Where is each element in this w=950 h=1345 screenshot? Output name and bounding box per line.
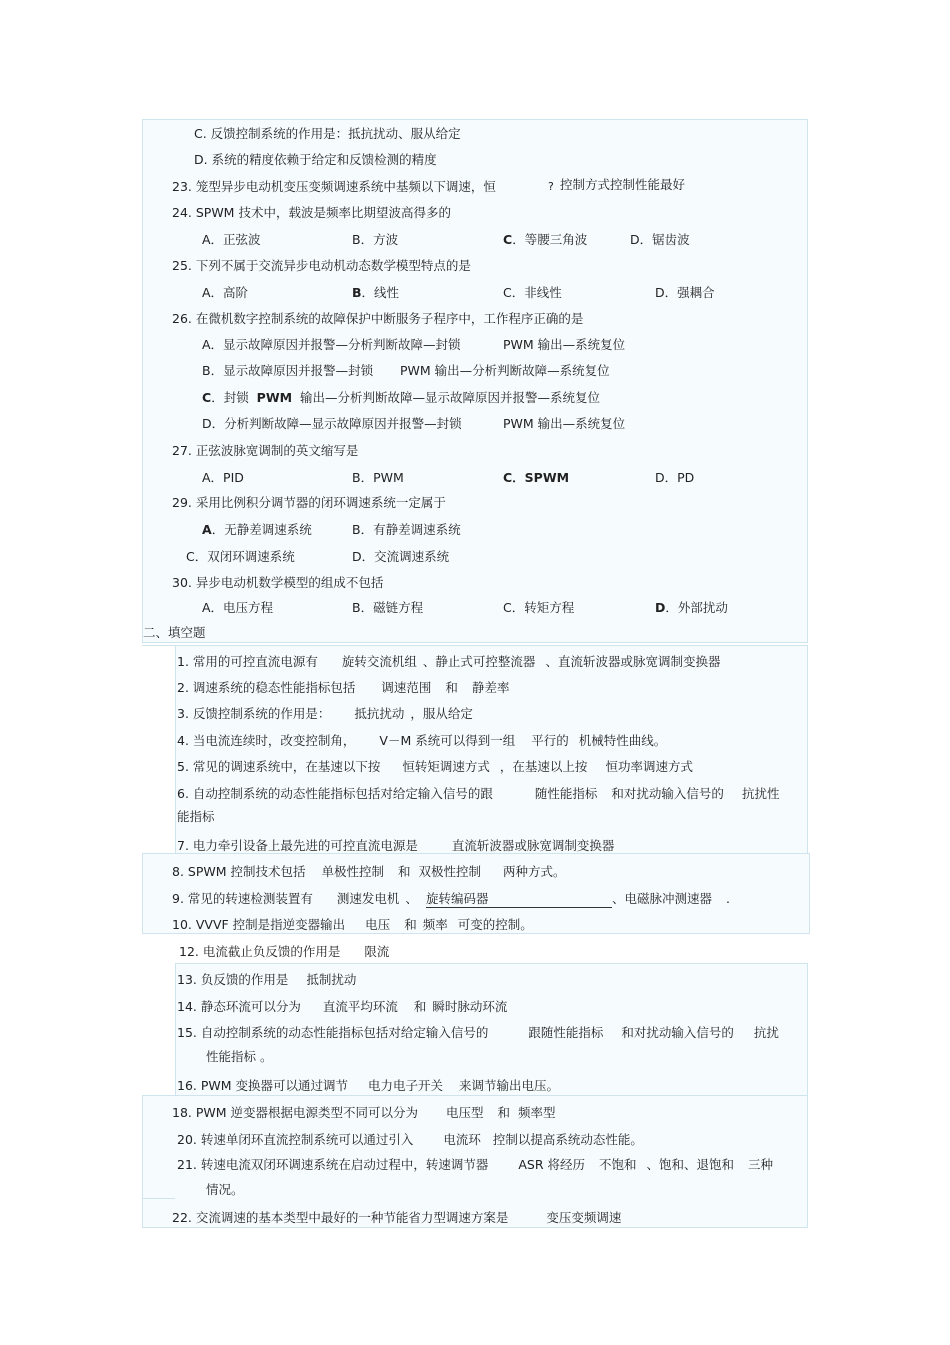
q26-option-c: C．封锁 PWM 输出—分析判断故障—显示故障原因并报警—系统复位 bbox=[202, 390, 601, 405]
q22-option-c: C. 反馈控制系统的作用是：抵抗扰动、服从给定 bbox=[194, 126, 461, 141]
q27-option-b: B．PWM bbox=[352, 470, 404, 485]
q30-option-b: B．磁链方程 bbox=[352, 600, 424, 615]
q30-option-c: C．转矩方程 bbox=[503, 600, 575, 615]
q23-blank-mark: ? bbox=[548, 180, 554, 193]
q29-option-a: A．无静差调速系统 bbox=[202, 522, 312, 537]
fill-4: 4. 当电流连续时，改变控制角， V－M 系统可以得到一组 平行的 机械特性曲线。 bbox=[177, 733, 667, 748]
q24-stem: 24. SPWM 技术中，载波是频率比期望波高得多的 bbox=[172, 205, 451, 220]
fill-14: 14. 静态环流可以分为 直流平均环流 和 瞬时脉动环流 bbox=[177, 999, 508, 1014]
q30-option-d: D．外部扰动 bbox=[655, 600, 728, 615]
q26-option-d-tail: PWM 输出—系统复位 bbox=[503, 416, 626, 431]
fill-21: 21. 转速电流双闭环调速系统在启动过程中，转速调节器 ASR 将经历 不饱和 、饱和、退饱和 三种 bbox=[177, 1157, 774, 1172]
fill-20: 20. 转速单闭环直流控制系统可以通过引入 电流环 控制以提高系统动态性能。 bbox=[177, 1132, 643, 1147]
q25-option-a: A．高阶 bbox=[202, 285, 249, 300]
fill-10: 10. VVVF 控制是指逆变器输出 电压 和 频率 可变的控制。 bbox=[172, 917, 533, 932]
divider bbox=[142, 1198, 175, 1199]
fill-6-cont: 能指标 bbox=[177, 809, 215, 824]
q29-option-b: B．有静差调速系统 bbox=[352, 522, 461, 537]
q29-option-c: C．双闭环调速系统 bbox=[186, 549, 295, 564]
fill-8: 8. SPWM 控制技术包括 单极性控制 和 双极性控制 两种方式。 bbox=[172, 864, 566, 879]
q25-stem: 25. 下列不属于交流异步电动机动态数学模型特点的是 bbox=[172, 258, 471, 273]
q24-option-a: A．正弦波 bbox=[202, 232, 261, 247]
fill-16: 16. PWM 变换器可以通过调节 电力电子开关 来调节输出电压。 bbox=[177, 1078, 560, 1093]
q24-option-b: B．方波 bbox=[352, 232, 399, 247]
fill-5: 5. 常见的调速系统中，在基速以下按 恒转矩调速方式 ，在基速以上按 恒功率调速方式 bbox=[177, 759, 693, 774]
fill-18: 18. PWM 逆变器根据电源类型不同可以分为 电压型 和 频率型 bbox=[172, 1105, 556, 1120]
fill-15: 15. 自动控制系统的动态性能指标包括对给定输入信号的 跟随性能指标 和对扰动输入信号的 抗扰 bbox=[177, 1025, 779, 1040]
fill-6: 6. 自动控制系统的动态性能指标包括对给定输入信号的跟 随性能指标 和对扰动输入信号的 抗扰性 bbox=[177, 786, 780, 801]
q26-option-b-tail: PWM 输出—分析判断故障—系统复位 bbox=[400, 363, 610, 378]
q22-option-d: D. 系统的精度依赖于给定和反馈检测的精度 bbox=[194, 152, 437, 167]
q26-option-a-tail: PWM 输出—系统复位 bbox=[503, 337, 626, 352]
q30-stem: 30. 异步电动机数学模型的组成不包括 bbox=[172, 575, 384, 590]
fill-1: 1. 常用的可控直流电源有 旋转交流机组 、静止式可控整流器 、直流斩波器或脉宽调制变换器 bbox=[177, 654, 721, 669]
fill-12: 12. 电流截止负反馈的作用是 限流 bbox=[179, 944, 390, 959]
q26-stem: 26. 在微机数字控制系统的故障保护中断服务子程序中，工作程序正确的是 bbox=[172, 311, 584, 326]
q29-option-d: D．交流调速系统 bbox=[352, 549, 450, 564]
q30-option-a: A．电压方程 bbox=[202, 600, 274, 615]
q27-option-a: A．PID bbox=[202, 470, 244, 485]
fill-7: 7. 电力牵引设备上最先进的可控直流电源是 直流斩波器或脉宽调制变换器 bbox=[177, 838, 615, 853]
q26-option-a: A．显示故障原因并报警—分析判断故障—封锁 bbox=[202, 337, 461, 352]
q25-option-d: D．强耦合 bbox=[655, 285, 715, 300]
q26-option-d: D．分析判断故障—显示故障原因并报警—封锁 bbox=[202, 416, 462, 431]
q27-option-c: C．SPWM bbox=[503, 470, 570, 485]
q27-stem: 27. 正弦波脉宽调制的英文缩写是 bbox=[172, 443, 359, 458]
fill-3: 3. 反馈控制系统的作用是： 抵抗扰动 ，服从给定 bbox=[177, 706, 473, 721]
q25-option-b: B．线性 bbox=[352, 285, 400, 300]
fill-2: 2. 调速系统的稳态性能指标包括 调速范围 和 静差率 bbox=[177, 680, 510, 695]
fill-13: 13. 负反馈的作用是 抵制扰动 bbox=[177, 972, 357, 987]
section-title: 二、填空题 bbox=[143, 625, 206, 640]
q27-option-d: D．PD bbox=[655, 470, 695, 485]
q23-stem: 23. 笼型异步电动机变压变频调速系统中基频以下调速，恒 bbox=[172, 179, 496, 194]
q29-stem: 29. 采用比例积分调节器的闭环调速系统一定属于 bbox=[172, 495, 446, 510]
q26-option-b: B．显示故障原因并报警—封锁 bbox=[202, 363, 374, 378]
fill-15-cont: 性能指标 。 bbox=[206, 1049, 273, 1064]
divider bbox=[142, 645, 175, 646]
fill-21-cont: 情况。 bbox=[206, 1182, 244, 1197]
q23-tail: 控制方式控制性能最好 bbox=[560, 177, 686, 192]
q24-option-c: C．等腰三角波 bbox=[503, 232, 588, 247]
q25-option-c: C．非线性 bbox=[503, 285, 562, 300]
panel-fill-a bbox=[175, 645, 808, 855]
q24-option-d: D．锯齿波 bbox=[630, 232, 690, 247]
underlined-answer: 旋转编码器 bbox=[426, 891, 612, 908]
fill-9: 9. 常见的转速检测装置有 测速发电机 、 旋转编码器 、电磁脉冲测速器 . bbox=[172, 891, 730, 906]
fill-22: 22. 交流调速的基本类型中最好的一种节能省力型调速方案是 变压变频调速 bbox=[172, 1210, 622, 1225]
